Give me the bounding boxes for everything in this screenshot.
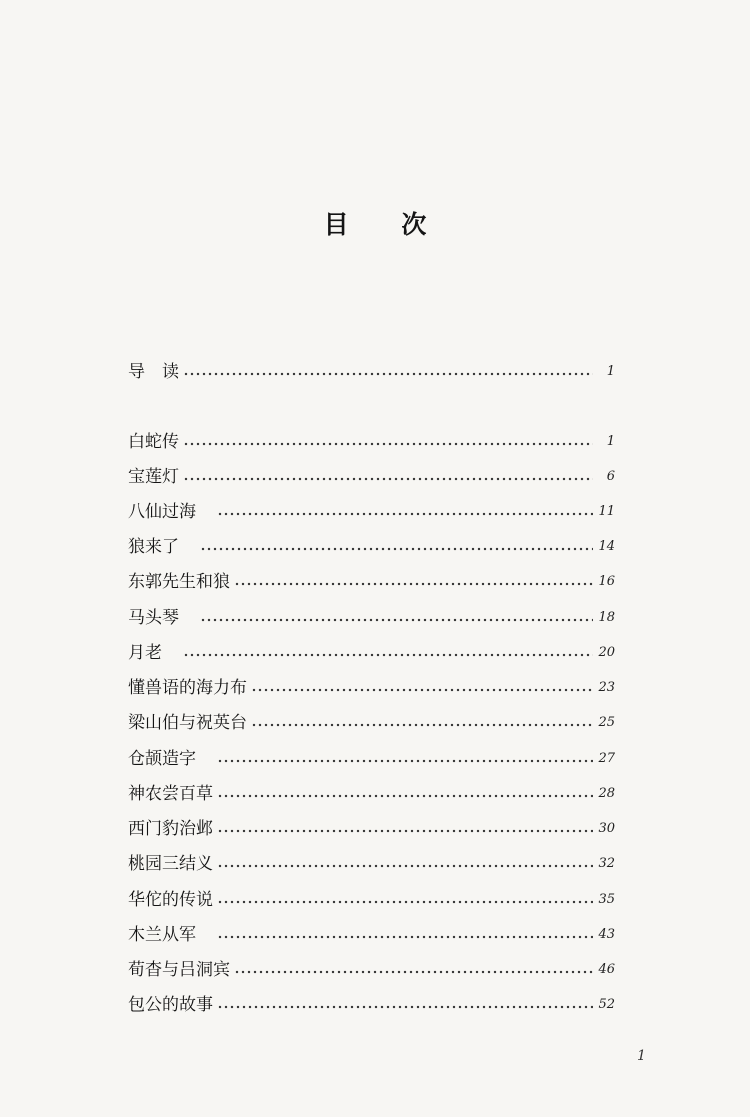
toc-entry xyxy=(128,533,615,557)
dot-leader xyxy=(217,899,593,905)
toc-entry-title: 木兰从军 xyxy=(128,925,213,945)
toc-entry-title: 宝莲灯 xyxy=(128,467,179,487)
dot-leader xyxy=(183,441,593,447)
dot-leader xyxy=(217,1004,593,1010)
dot-leader xyxy=(217,511,593,517)
dot-leader xyxy=(251,687,593,693)
toc-entry-page: 6 xyxy=(606,469,615,484)
toc-entry xyxy=(128,815,615,839)
toc-entry-page: 27 xyxy=(598,751,615,766)
toc-entry-page: 43 xyxy=(598,927,615,942)
toc-entry-page: 11 xyxy=(598,504,615,519)
toc-entry-title: 桃园三结义 xyxy=(128,854,213,874)
toc-entry-title: 神农尝百草 xyxy=(128,784,213,804)
toc-entry xyxy=(128,358,615,382)
toc-entry-title: 梁山伯与祝英台 xyxy=(128,713,247,733)
dot-leader xyxy=(183,371,593,377)
toc-entry-title: 马头琴 xyxy=(128,608,196,628)
toc-entry-page: 25 xyxy=(598,715,615,730)
toc-entry-page: 18 xyxy=(598,610,615,625)
toc-entry-page: 1 xyxy=(606,434,615,449)
toc-entry-page: 1 xyxy=(606,364,615,379)
toc-entry-title: 华佗的传说 xyxy=(128,890,213,910)
toc-entry-page: 52 xyxy=(598,997,615,1012)
toc-entry xyxy=(128,674,615,698)
dot-leader xyxy=(234,581,593,587)
toc-entry-title: 懂兽语的海力布 xyxy=(128,678,247,698)
toc-entry xyxy=(128,850,615,874)
dot-leader xyxy=(200,546,593,552)
dot-leader xyxy=(217,934,593,940)
toc-entry-title: 东郭先生和狼 xyxy=(128,572,230,592)
toc-entry-page: 30 xyxy=(598,821,615,836)
toc-entry xyxy=(128,886,615,910)
toc-entry-page: 46 xyxy=(598,962,615,977)
toc-entry-title: 仓颉造字 xyxy=(128,749,213,769)
toc-entry xyxy=(128,428,615,452)
toc-entry-page: 35 xyxy=(598,892,615,907)
dot-leader xyxy=(217,863,593,869)
toc-entry-title: 荀杳与吕洞宾 xyxy=(128,960,230,980)
toc-entry xyxy=(128,639,615,663)
page-number: 1 xyxy=(637,1048,646,1064)
toc-entry-title: 西门豹治邺 xyxy=(128,819,213,839)
dot-leader xyxy=(217,793,593,799)
dot-leader xyxy=(183,476,593,482)
dot-leader xyxy=(200,617,593,623)
dot-leader xyxy=(234,969,593,975)
toc-entry-page: 23 xyxy=(598,680,615,695)
dot-leader xyxy=(217,828,593,834)
toc-entry xyxy=(128,991,615,1015)
toc-entry-page: 20 xyxy=(598,645,615,660)
toc-entry-title: 白蛇传 xyxy=(128,432,179,452)
toc-entry-page: 14 xyxy=(598,539,615,554)
toc-entry xyxy=(128,956,615,980)
page-title: 目 次 xyxy=(323,210,449,239)
toc-entry-title: 月老 xyxy=(128,643,179,663)
dot-leader xyxy=(251,722,593,728)
dot-leader xyxy=(183,652,593,658)
dot-leader xyxy=(217,758,593,764)
toc-entry xyxy=(128,463,615,487)
toc-entry xyxy=(128,604,615,628)
toc-entry-title: 包公的故事 xyxy=(128,995,213,1015)
toc-entry xyxy=(128,568,615,592)
toc-entry-page: 16 xyxy=(598,574,615,589)
toc-entry xyxy=(128,921,615,945)
toc-entry-page: 28 xyxy=(598,786,615,801)
toc-entry-title: 狼来了 xyxy=(128,537,196,557)
toc-entry-page: 32 xyxy=(598,856,615,871)
toc-entry xyxy=(128,780,615,804)
toc-entry xyxy=(128,745,615,769)
toc-entry-title: 导 读 xyxy=(128,362,179,382)
toc-entry xyxy=(128,498,615,522)
toc-entry-title: 八仙过海 xyxy=(128,502,213,522)
toc-entry xyxy=(128,709,615,733)
